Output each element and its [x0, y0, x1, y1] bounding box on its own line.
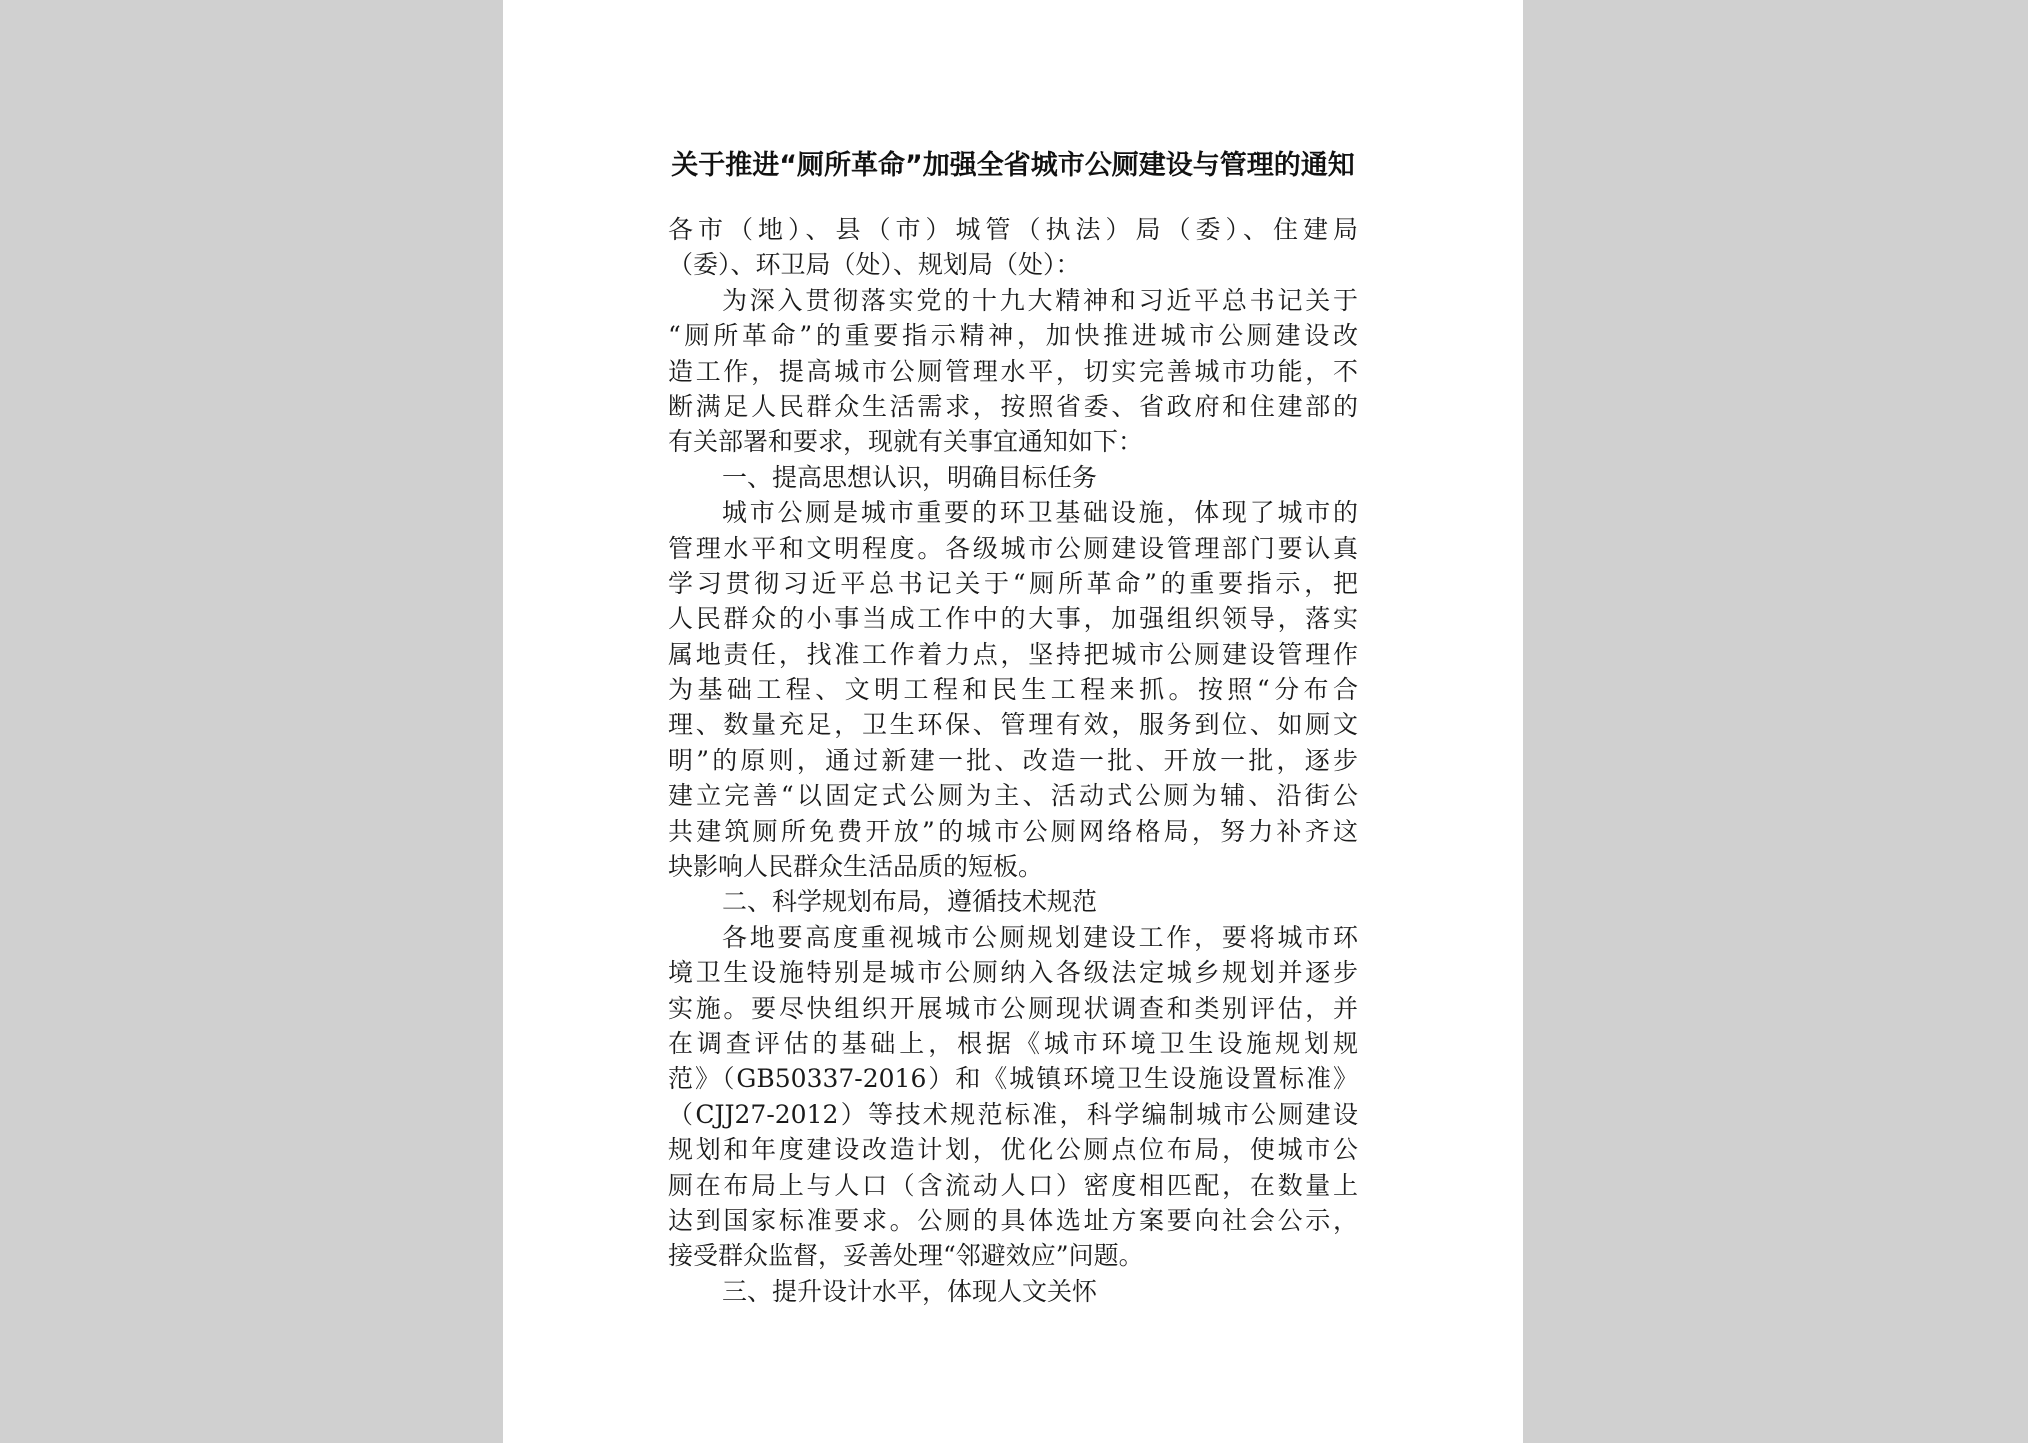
body-text-line: （CJJ27-2012）等技术规范标准，科学编制城市公厕建设: [668, 1099, 1358, 1129]
body-text-line: 属地责任，找准工作着力点，坚持把城市公厕建设管理作: [668, 639, 1358, 669]
body-text-line: 厕在布局上与人口（含流动人口）密度相匹配，在数量上: [668, 1170, 1358, 1200]
body-text-line: 在调查评估的基础上，根据《城市环境卫生设施规划规: [668, 1028, 1358, 1058]
body-text-line: 为深入贯彻落实党的十九大精神和习近平总书记关于: [722, 285, 1358, 315]
document-title: 关于推进“厕所革命”加强全省城市公厕建设与管理的通知: [671, 150, 1355, 181]
body-text-line: “厕所革命”的重要指示精神，加快推进城市公厕建设改: [668, 321, 1358, 351]
body-text-line: 建立完善“以固定式公厕为主、活动式公厕为辅、沿街公: [668, 781, 1358, 811]
body-text-line: 块影响人民群众生活品质的短板。: [668, 852, 1044, 882]
body-text-line: 二、科学规划布局，遵循技术规范: [722, 887, 1098, 917]
body-text-line: 接受群众监督，妥善处理“邻避效应”问题。: [668, 1241, 1144, 1271]
body-text-line: 一、提高思想认识，明确目标任务: [722, 462, 1098, 492]
body-text-line: 人民群众的小事当成工作中的大事，加强组织领导，落实: [668, 604, 1358, 634]
body-text-line: 境卫生设施特别是城市公厕纳入各级法定城乡规划并逐步: [668, 958, 1358, 988]
body-text-line: 理、数量充足，卫生环保、管理有效，服务到位、如厕文: [668, 710, 1358, 740]
body-text-line: 实施。要尽快组织开展城市公厕现状调查和类别评估，并: [668, 993, 1358, 1023]
body-text-line: 为基础工程、文明工程和民生工程来抓。按照“分布合: [668, 675, 1358, 705]
body-text-line: 管理水平和文明程度。各级城市公厕建设管理部门要认真: [668, 533, 1358, 563]
body-text-line: 达到国家标准要求。公厕的具体选址方案要向社会公示，: [668, 1205, 1358, 1235]
document-body: [668, 212, 1358, 1309]
body-text-line: 三、提升设计水平，体现人文关怀: [722, 1276, 1098, 1306]
body-text-line: 各市（地）、县（市）城管（执法）局（委）、住建局: [668, 215, 1358, 244]
body-text-line: 造工作，提高城市公厕管理水平，切实完善城市功能，不: [668, 356, 1358, 386]
body-text-line: 城市公厕是城市重要的环卫基础设施，体现了城市的: [722, 498, 1358, 528]
body-text-line: 明”的原则，通过新建一批、改造一批、开放一批，逐步: [668, 745, 1358, 775]
body-text-line: 共建筑厕所免费开放”的城市公厕网络格局，努力补齐这: [668, 816, 1358, 846]
document-page: [503, 0, 1523, 1443]
body-text-line: 范》（GB50337-2016）和《城镇环境卫生设施设置标准》: [668, 1064, 1358, 1094]
body-text-line: 有关部署和要求，现就有关事宜通知如下：: [668, 427, 1144, 457]
body-text-line: （委）、环卫局（处）、规划局（处）：: [668, 250, 1081, 280]
body-text-line: 各地要高度重视城市公厕规划建设工作，要将城市环: [722, 922, 1358, 952]
body-text-line: 学习贯彻习近平总书记关于“厕所革命”的重要指示，把: [668, 568, 1358, 598]
body-text-line: 规划和年度建设改造计划，优化公厕点位布局，使城市公: [668, 1135, 1358, 1165]
body-text-line: 断满足人民群众生活需求，按照省委、省政府和住建部的: [668, 391, 1358, 421]
